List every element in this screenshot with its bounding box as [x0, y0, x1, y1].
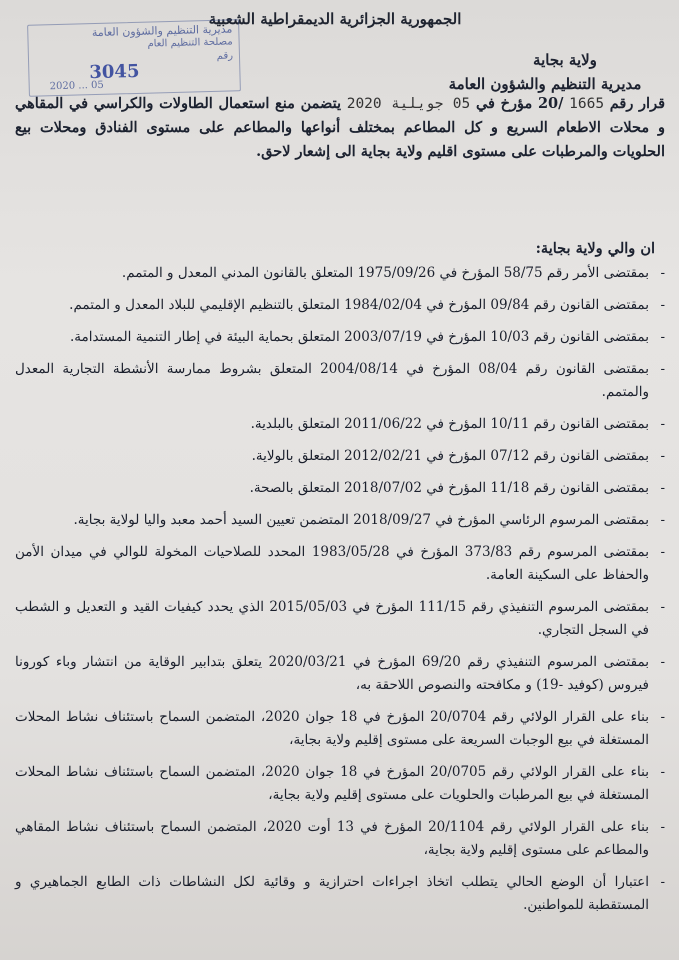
decision-mid: /20 مؤرخ في: [475, 95, 564, 112]
list-item: - اعتبارا أن الوضع الحالي يتطلب اتخاذ اجراءات احترازية و وقائية لكل النشاطات ذات الطابع الجماهيري و المستقطبة للمواطنين.: [15, 871, 665, 917]
stamp-number: 3045: [89, 60, 140, 84]
list-item: - بمقتضى الأمر رقم 58/75 المؤرخ في 1975/09/26 المتعلق بالقانون المدني المعدل و المتمم.: [15, 262, 665, 285]
directorate-name: مديرية التنظيم والشؤون العامة: [448, 75, 642, 93]
decision-date: 05 جويلية 2020: [346, 96, 471, 112]
intro-line: ان والي ولاية بجاية:: [535, 240, 655, 257]
list-item: - بمقتضى القانون رقم 09/84 المؤرخ في 1984/02/04 المتعلق بالتنظيم الإقليمي للبلاد المعدل و المتمم.: [15, 294, 665, 317]
list-item: - بمقتضى المرسوم التنفيذي رقم 69/20 المؤرخ في 2020/03/21 يتعلق بتدابير الوقاية من انتشار وباء كورونا فيروس (كوفيد -19) و مكافحته والنصوص اللاحقة به،: [15, 651, 665, 697]
list-item: - بمقتضى القانون رقم 08/04 المؤرخ في 2004/08/14 المتعلق بشروط ممارسة الأنشطة التجارية المعدل والمتمم.: [15, 358, 665, 404]
list-item: - بمقتضى المرسوم الرئاسي المؤرخ في 2018/09/27 المتضمن تعيين السيد أحمد معبد واليا لولاية بجاية.: [15, 509, 665, 532]
list-item: - بمقتضى القانون رقم 11/18 المؤرخ في 2018/07/02 المتعلق بالصحة.: [15, 477, 665, 500]
list-item: - بمقتضى القانون رقم 10/03 المؤرخ في 2003/07/19 المتعلق بحماية البيئة في إطار التنمية المستدامة.: [15, 326, 665, 349]
stamp-date: 2020 ... 05: [49, 79, 104, 93]
issuer-block: [425, 48, 665, 96]
stamp-line-1: مديرية التنظيم والشؤون العامة: [91, 22, 233, 40]
list-item: - بناء على القرار الولائي رقم 20/1104 المؤرخ في 13 أوت 2020، المتضمن السماح باستئناف نشاط المقاهي والمطاعم على مستوى إقليم ولاية بجاية،: [15, 816, 665, 862]
list-item: - بمقتضى المرسوم التنفيذي رقم 111/15 المؤرخ في 2015/05/03 الذي يحدد كيفيات القيد و التعديل و الشطب في السجل التجاري.: [15, 596, 665, 642]
decision-title: [15, 92, 665, 164]
list-item: - بناء على القرار الولائي رقم 20/0704 المؤرخ في 18 جوان 2020، المتضمن السماح باستئناف نشاط المحلات المستغلة في بيع الوجبات السريعة على مستوى إقليم ولاية بجاية،: [15, 706, 665, 752]
stamp-line-2: مصلحة التنظيم العام: [147, 36, 233, 50]
wilaya-name: ولاية بجاية: [533, 51, 597, 69]
republic-header: الجمهورية الجزائرية الديمقراطية الشعبية: [208, 10, 462, 28]
decision-prefix: قرار رقم: [609, 95, 665, 112]
list-item: - بناء على القرار الولائي رقم 20/0705 المؤرخ في 18 جوان 2020، المتضمن السماح باستئناف نشاط المحلات المستغلة في بيع المرطبات والحلويات على مستوى إقليم ولاية بجاية،: [15, 761, 665, 807]
list-item: - بمقتضى القانون رقم 07/12 المؤرخ في 2012/02/21 المتعلق بالولاية.: [15, 445, 665, 468]
stamp-line-3: رقم: [216, 50, 234, 62]
registration-stamp: [27, 19, 241, 97]
list-item: - بمقتضى القانون رقم 10/11 المؤرخ في 2011/06/22 المتعلق بالبلدية.: [15, 413, 665, 436]
list-item: - بمقتضى المرسوم رقم 373/83 المؤرخ في 1983/05/28 المحدد للصلاحيات المخولة للوالي في ميدان الأمن والحفاظ على السكينة العامة.: [15, 541, 665, 587]
legal-basis-list: [15, 262, 665, 926]
decision-number: 1665: [569, 96, 605, 112]
decision-text: يتضمن منع استعمال الطاولات والكراسي في المقاهي و محلات الاطعام السريع و كل المطاعم بمختلف أنواعها والمطاعم على مستوى الفنادق ومحلات بيع الحلويات والمرطبات على مستوى اقليم ولاية بجاية الى إشعار لاحق.: [15, 95, 665, 160]
